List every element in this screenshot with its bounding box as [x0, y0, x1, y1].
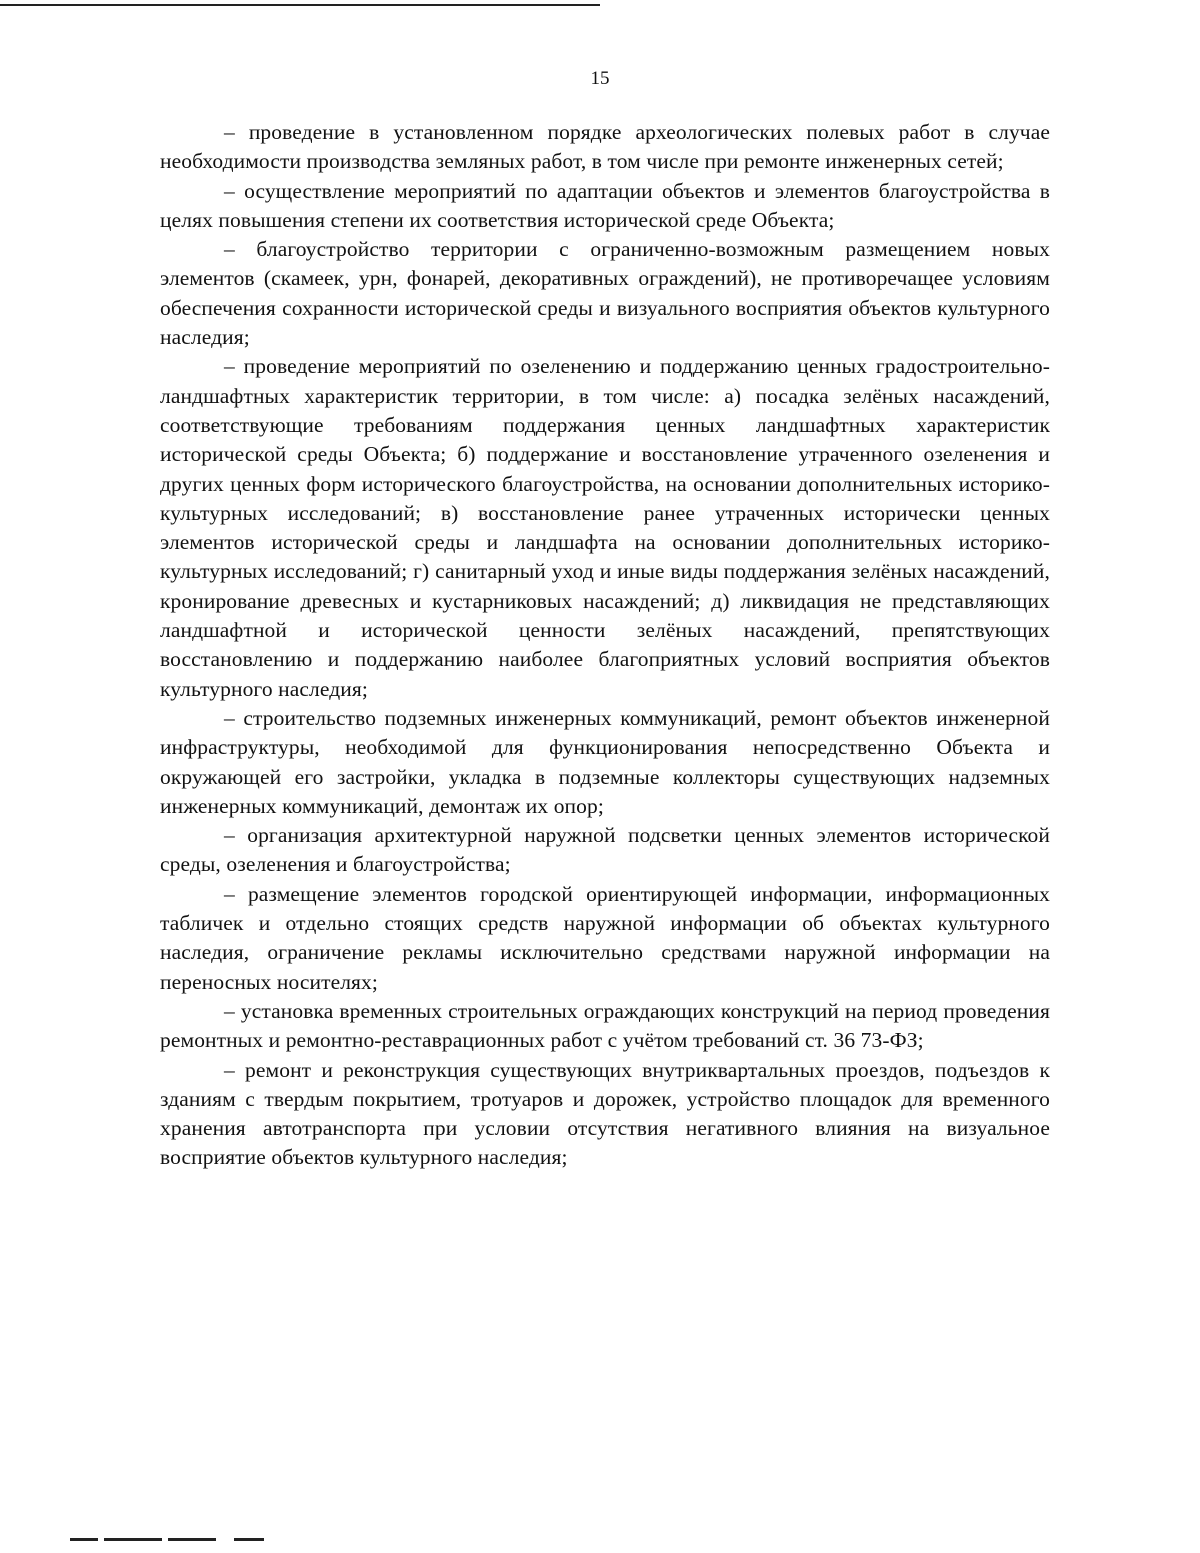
paragraph-greening: – проведение мероприятий по озеленению и поддержанию ценных градостроительно-ландшафтных характеристик территории, в том числе: а) посадка зелёных насаждений, соответствующие требованиям поддержания ценных ландшафтных характеристик исторической среды Объекта; б) поддержание и восстановление утраченного озеленения и других ценных форм исторического благоустройства, на основании дополнительных историко-культурных исследований; в) восстановление ранее утраченных исторически ценных элементов исторической среды и ландшафта на основании дополнительных историко-культурных исследований; г) санитарный уход и иные виды поддержания зелёных насаждений, кронирование древесных и кустарниковых насаждений; д) ликвидация не представляющих ландшафтной и исторической ценности зелёных насаждений, препятствующих восстановлению и поддержанию наиболее благоприятных условий восприятия объектов культурного наследия; — [160, 354, 1050, 701]
top-border-line — [0, 4, 600, 6]
paragraph-temporary-fencing: – установка временных строительных ограждающих конструкций на период проведения ремонтных и ремонтно-реставрационных работ с учётом требований ст. 36 73-ФЗ; — [160, 998, 1050, 1053]
paragraph-adaptation-measures: – осуществление мероприятий по адаптации объектов и элементов благоустройства в целях повышения степени их соответствия исторической среде Объекта; — [160, 178, 1050, 232]
paragraph-landscaping: – благоустройство территории с ограниченно-возможным размещением новых элементов (скамеек, урн, фонарей, декоративных ограждений), не противоречащее условиям обеспечения сохранности исторической среды и визуального восприятия объектов культурного наследия; — [160, 237, 1050, 350]
paragraph-underground-utilities: – строительство подземных инженерных коммуникаций, ремонт объектов инженерной инфраструктуры, необходимой для функционирования непосредственно Объекта и окружающей его застройки, укладка в подземные коллекторы существующих надземных инженерных коммуникаций, демонтаж их опор; — [160, 705, 1050, 818]
paragraph-architectural-lighting: – организация архитектурной наружной подсветки ценных элементов исторической среды, озеленения и благоустройства; — [160, 823, 1050, 877]
document-body — [160, 118, 1050, 1173]
paragraph-driveways-repair: – ремонт и реконструкция существующих внутриквартальных проездов, подъездов к зданиям с твердым покрытием, тротуаров и дорожек, устройство площадок для временного хранения автотранспорта при условии отсутствия негативного влияния на визуальное восприятие объектов культурного наследия; — [160, 1057, 1050, 1170]
paragraph-information-signage: – размещение элементов городской ориентирующей информации, информационных табличек и отдельно стоящих средств наружной информации об объектах культурного наследия, ограничение рекламы исключительно средствами наружной информации на переносных носителях; — [160, 881, 1050, 994]
paragraph-archaeological-works: – проведение в установленном порядке археологических полевых работ в случае необходимости производства земляных работ, в том числе при ремонте инженерных сетей; — [160, 120, 1050, 174]
page-number: 15 — [590, 68, 610, 89]
bottom-scan-marks — [70, 1538, 290, 1542]
